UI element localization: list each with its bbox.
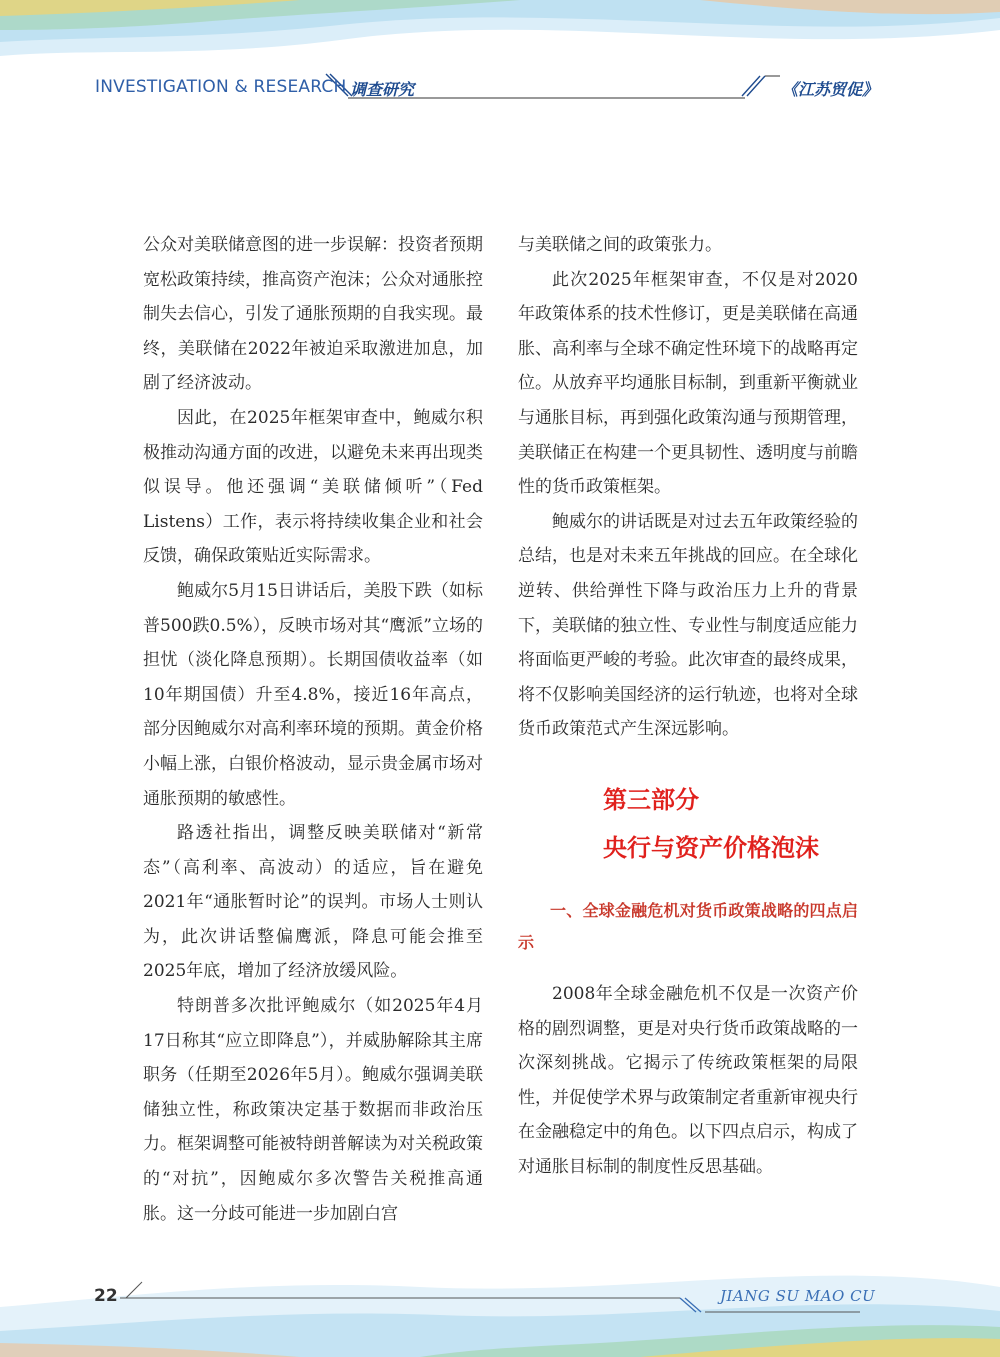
section-title-english: INVESTIGATION & RESEARCH bbox=[95, 77, 347, 97]
paragraph: 鲍威尔的讲话既是对过去五年政策经验的总结，也是对未来五年挑战的回应。在全球化逆转、供给弹性下降与政治压力上升的背景下，美联储的独立性、专业性与制度适应能力将面临更严峻的考验。此次审查的最终成果，将不仅影响美国经济的运行轨迹，也将对全球货币政策范式产生深远影响。 bbox=[518, 511, 858, 740]
paragraph: 此次2025年框架审查，不仅是对2020年政策体系的技术性修订，更是美联储在高通胀、高利率与全球不确定性环境下的战略再定位。从放弃平均通胀目标制，到重新平衡就业与通胀目标，再到强化政策沟通与预期管理，美联储正在构建一个更具韧性、透明度与前瞻性的货币政策框架。 bbox=[518, 269, 858, 498]
paragraph: 路透社指出，调整反映美联储对“新常态”（高利率、高波动）的适应，旨在避免2021年“通胀暂时论”的误判。市场人士则认为，此次讲话整偏鹰派，降息可能会推至2025年底，增加了经济放缓风险。 bbox=[143, 823, 483, 982]
paragraph: 鲍威尔5月15日讲话后，美股下跌（如标普500跌0.5%），反映市场对其“鹰派”立场的担忧（淡化降息预期）。长期国债收益率（如10年期国债）升至4.8%，接近16年高点，部分因鲍威尔对高利率环境的预期。黄金价格小幅上涨，白银价格波动，显示贵金属市场对通胀预期的敏感性。 bbox=[143, 580, 483, 809]
left-text-column bbox=[143, 228, 483, 1231]
paragraph: 因此，在2025年框架审查中，鲍威尔积极推动沟通方面的改进，以避免未来再出现类似误导。他还强调“美联储倾听”（Fed Listens）工作，表示将持续收集企业和社会反馈，确保政策贴近实际需求。 bbox=[143, 407, 483, 567]
part-subtitle: 央行与资产价格泡沫 bbox=[603, 833, 819, 862]
part-title: 第三部分 bbox=[603, 785, 699, 814]
paragraph: 2008年全球金融危机不仅是一次资产价格的剧烈调整，更是对央行货币政策战略的一次深刻挑战。它揭示了传统政策框架的局限性，并促使学术界与政策制定者重新审视央行在金融稳定中的角色。以下四点启示，构成了对通胀目标制的制度性反思基础。 bbox=[518, 983, 858, 1177]
magazine-name-footer: JIANG SU MAO CU bbox=[720, 1287, 876, 1305]
paragraph: 特朗普多次批评鲍威尔（如2025年4月17日称其“应立即降息”），并威胁解除其主席职务（任期至2026年5月）。鲍威尔强调美联储独立性，称政策决定基于数据而非政治压力。框架调整可能被特朗普解读为对关税政策的“对抗”，因鲍威尔多次警告关税推高通胀。这一分歧可能进一步加剧白宫 bbox=[143, 996, 483, 1224]
right-text-column bbox=[518, 228, 858, 1184]
section-subheading: 一、全球金融危机对货币政策战略的四点启示 bbox=[518, 900, 858, 952]
magazine-title: 《江苏贸促》 bbox=[782, 80, 879, 99]
page-number: 22 bbox=[94, 1286, 118, 1306]
section-title-chinese: 调查研究 bbox=[350, 80, 415, 99]
paragraph: 与美联储之间的政策张力。 bbox=[518, 235, 722, 255]
paragraph: 公众对美联储意图的进一步误解：投资者预期宽松政策持续，推高资产泡沫；公众对通胀控制失去信心，引发了通胀预期的自我实现。最终，美联储在2022年被迫采取激进加息，加剧了经济波动。 bbox=[143, 235, 483, 394]
